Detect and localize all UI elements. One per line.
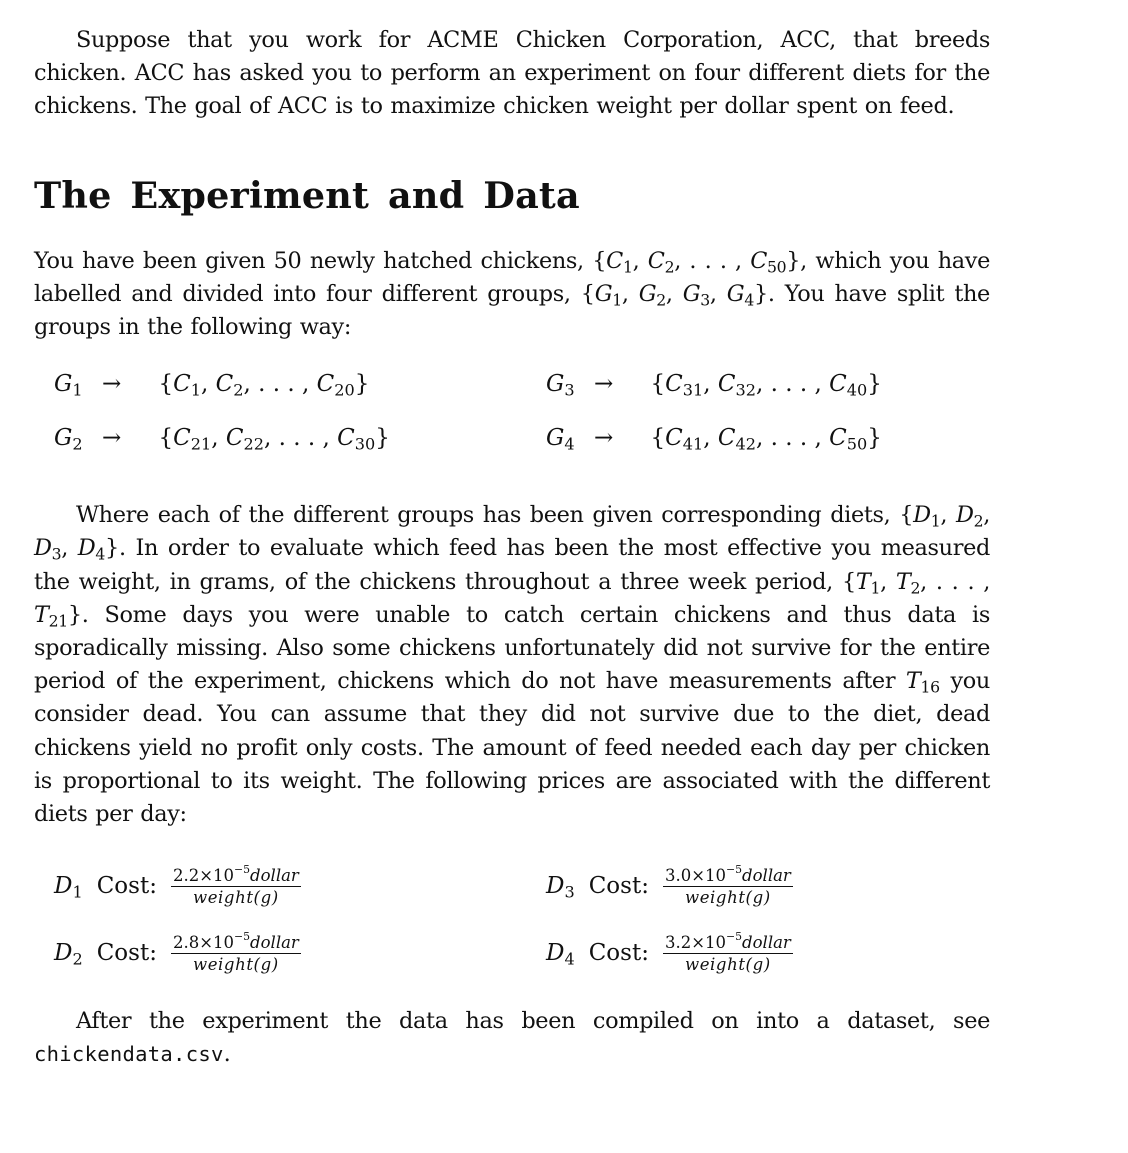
diets-text-1: Where each of the different groups has been given corresponding diets,	[76, 502, 900, 529]
cost-word: Cost:	[588, 873, 649, 900]
group-g4	[546, 425, 882, 454]
cost-d3	[546, 861, 793, 911]
cost-denominator: weight(g)	[192, 954, 279, 974]
cost-numerator: $2.2\times 10^{-5}dollar$	[172, 862, 299, 885]
arrow-icon: →	[101, 425, 122, 452]
dataset-text-2: .	[223, 1041, 231, 1068]
diet-label: $D_4$	[546, 940, 575, 969]
day-set: {$T_1$, $T_2$, . . . , $T_{21}$}	[34, 568, 991, 631]
cost-numerator: $3.2\times 10^{-5}dollar$	[664, 929, 791, 952]
cost-word: Cost:	[588, 940, 649, 967]
diets-text-4: you consider dead. You can assume that they did not survive due to the diet, dead chickens yield no profit only costs. The amount of feed needed each day per chicken is proportional to its weight. The following prices are associated with the different diets per day:	[34, 668, 990, 828]
group-label: $G_1$	[54, 371, 83, 400]
intro-paragraph: Suppose that you work for ACME Chicken Corporation, ACC, that breeds chicken. ACC has asked you to perform an experiment on four different diets for the chickens. The goal of ACC is to maximize chicken weight per dollar spent on feed.	[34, 27, 990, 120]
diet-label: $D_1$	[54, 873, 83, 902]
day-reference: $T_{16}$	[905, 668, 940, 697]
cost-d1	[54, 861, 301, 911]
cost-d2	[54, 928, 301, 978]
cost-denominator: weight(g)	[684, 887, 771, 907]
group-members: {$C_1$, $C_2$, . . . , $C_{20}$}	[158, 371, 370, 400]
cost-numerator: $3.0\times 10^{-5}dollar$	[664, 862, 791, 885]
group-members: {$C_{31}$, $C_{32}$, . . . , $C_{40}$}	[650, 371, 882, 400]
arrow-icon: →	[593, 371, 614, 398]
cost-numerator: $2.8\times 10^{-5}dollar$	[172, 929, 299, 952]
cost-denominator: weight(g)	[684, 954, 771, 974]
document-page	[34, 24, 990, 1072]
dataset-filename: chickendata.csv	[34, 1042, 224, 1067]
dataset-text-1: After the experiment the data has been compiled on into a dataset, see	[76, 1008, 990, 1035]
group-g2	[54, 425, 390, 454]
cost-fraction	[663, 929, 793, 974]
groups-text-1: You have been given 50 newly hatched chickens,	[34, 247, 593, 274]
arrow-icon: →	[101, 371, 122, 398]
group-set: {$G_1$, $G_2$, $G_3$, $G_4$}	[580, 280, 768, 310]
group-label: $G_3$	[546, 371, 575, 400]
diets-text-3: . Some days you were unable to catch certain chickens and thus data is sporadically missing. Also some chickens unfortunately did not survive for the entire period of the experiment, chickens which do not have measurements after	[34, 601, 990, 695]
diets-text-2: . In order to evaluate which feed has been the most effective you measured the weight, in grams, of the chickens throughout a three week period,	[34, 535, 990, 595]
cost-denominator: weight(g)	[192, 887, 279, 907]
diets-paragraph	[34, 499, 990, 831]
groups-paragraph	[34, 245, 990, 345]
dataset-paragraph	[34, 1005, 990, 1071]
cost-d4	[546, 928, 793, 978]
cost-row	[34, 861, 990, 911]
cost-fraction	[663, 862, 793, 907]
section-heading: The Experiment and Data	[34, 173, 580, 217]
group-row	[34, 425, 990, 459]
diet-label: $D_3$	[546, 873, 575, 902]
cost-word: Cost:	[96, 940, 157, 967]
groups-text-3: . You have split the groups in the following way:	[34, 280, 990, 341]
cost-fraction	[171, 929, 301, 974]
group-assignment-table	[34, 371, 990, 479]
group-members: {$C_{21}$, $C_{22}$, . . . , $C_{30}$}	[158, 425, 390, 454]
arrow-icon: →	[593, 425, 614, 452]
cost-row	[34, 928, 990, 978]
groups-text-2: , which you have labelled and divided into four different groups,	[34, 247, 990, 307]
diet-set: {$D_1$, $D_2$, $D_3$, $D_4$}	[34, 502, 990, 564]
group-label: $G_4$	[546, 425, 575, 454]
group-members: {$C_{41}$, $C_{42}$, . . . , $C_{50}$}	[650, 425, 882, 454]
cost-fraction	[171, 862, 301, 907]
diet-label: $D_2$	[54, 940, 83, 969]
group-g1	[54, 371, 370, 400]
group-label: $G_2$	[54, 425, 83, 454]
group-g3	[546, 371, 882, 400]
cost-word: Cost:	[96, 873, 157, 900]
group-row	[34, 371, 990, 405]
diet-cost-table	[34, 861, 990, 985]
chicken-set: {$C_1$, $C_2$, . . . , $C_{50}$}	[592, 247, 801, 276]
